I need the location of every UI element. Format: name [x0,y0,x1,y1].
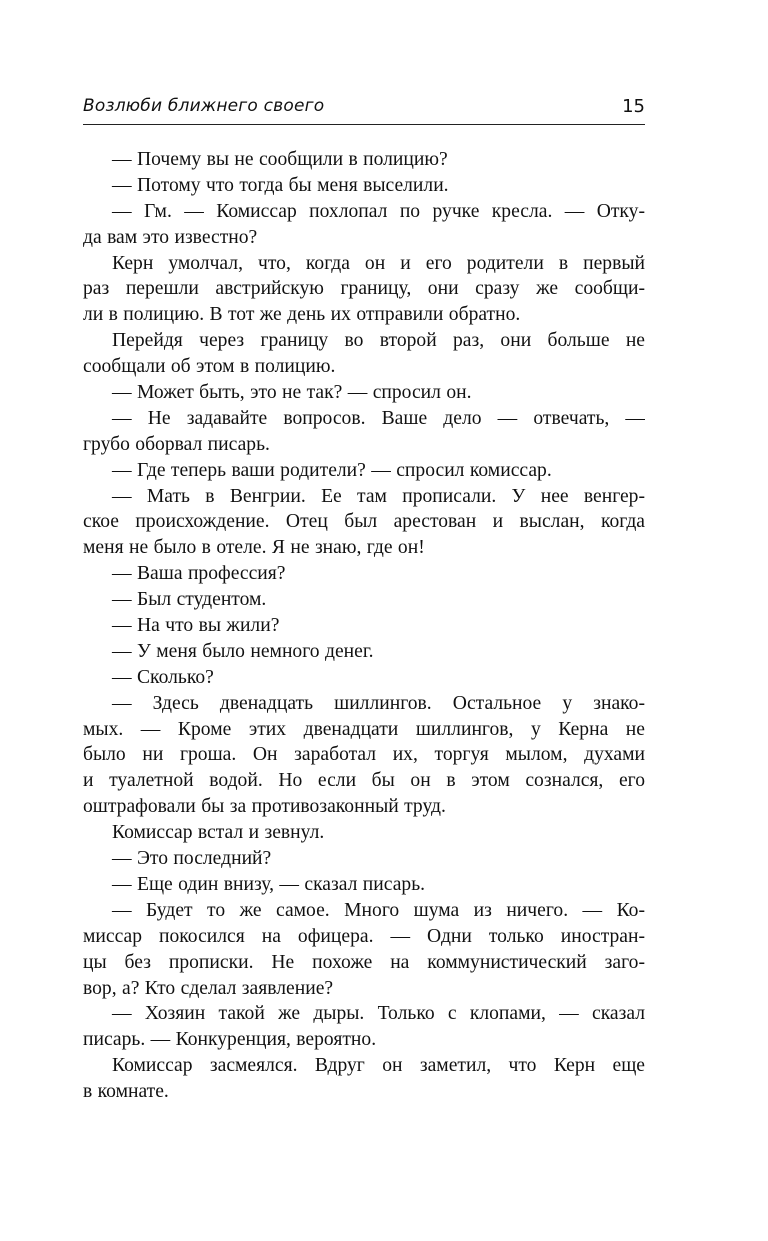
body-text [83,147,645,1105]
text-line: и туалетной водой. Но если бы он в этом сознался, его [83,770,645,792]
text-line: в комнате. [83,1081,169,1103]
text-line: — Сколько? [112,666,214,688]
paragraph [83,406,645,458]
text-line: Комиссар засмеялся. Вдруг он заметил, что Керн еще [112,1055,645,1077]
paragraph [83,639,645,665]
text-line: — Еще один внизу, — сказал писарь. [112,873,426,895]
text-line: — Будет то же самое. Много шума из ничего. — Ко- [112,899,645,921]
paragraph [83,328,645,380]
running-header [83,94,645,125]
text-line: — Не задавайте вопросов. Ваше дело — отвечать, — [112,407,645,429]
text-line: Перейдя через границу во второй раз, они больше не [112,330,645,352]
text-line: Керн умолчал, что, когда он и его родители в первый [112,252,645,274]
paragraph [83,147,645,173]
text-line: да вам это известно? [83,226,258,248]
text-line: — Может быть, это не так? — спросил он. [112,382,472,404]
paragraph [83,613,645,639]
paragraph [83,484,645,562]
text-line: — Потому что тогда бы меня выселили. [112,174,449,196]
paragraph [83,251,645,329]
text-line: — Был студентом. [112,589,267,611]
paragraph [83,561,645,587]
paragraph [83,665,645,691]
text-line: миссар покосился на офицера. — Одни только иностран- [83,925,645,947]
text-line: было ни гроша. Он заработал их, торгуя мылом, духами [83,744,645,766]
text-line: ское происхождение. Отец был арестован и выслан, когда [83,511,645,533]
running-title: Возлюби ближнего своего [83,96,325,116]
paragraph [83,1053,645,1105]
text-line: меня не было в отеле. Я не знаю, где он! [83,537,425,559]
text-line: грубо оборвал писарь. [83,433,270,455]
paragraph [83,458,645,484]
text-line: Комиссар встал и зевнул. [112,822,325,844]
text-line: — Здесь двенадцать шиллингов. Остальное у знако- [112,692,645,714]
paragraph [83,173,645,199]
paragraph [83,872,645,898]
book-page [83,0,645,1241]
text-line: — На что вы жили? [112,615,280,637]
text-line: — У меня было немного денег. [112,640,374,662]
text-line: сообщали об этом в полицию. [83,356,336,378]
paragraph [83,1001,645,1053]
text-line: ли в полицию. В тот же день их отправили обратно. [83,304,521,326]
paragraph [83,199,645,251]
text-line: вор, а? Кто сделал заявление? [83,977,334,999]
text-line: — Почему вы не сообщили в полицию? [112,149,448,170]
paragraph [83,898,645,1002]
text-line: писарь. — Конкуренция, вероятно. [83,1029,377,1051]
text-line: — Хозяин такой же дыры. Только с клопами, — сказал [112,1003,645,1025]
text-line: — Это последний? [112,848,272,870]
paragraph [83,587,645,613]
paragraph [83,380,645,406]
paragraph [83,691,645,820]
text-line: — Мать в Венгрии. Ее там прописали. У нее венгер- [112,485,645,507]
text-line: раз перешли австрийскую границу, они сразу же сообщи- [83,278,645,300]
text-line: — Гм. — Комиссар похлопал по ручке кресла. — Отку- [112,200,645,222]
page-number: 15 [622,96,645,117]
paragraph [83,846,645,872]
text-line: — Ваша профессия? [112,563,286,585]
text-line: цы без прописки. Не похоже на коммунистический заго- [83,951,645,973]
paragraph [83,820,645,846]
text-line: — Где теперь ваши родители? — спросил комиссар. [112,459,552,481]
text-line: мых. — Кроме этих двенадцати шиллингов, у Керна не [83,718,645,740]
text-line: оштрафовали бы за противозаконный труд. [83,796,446,818]
